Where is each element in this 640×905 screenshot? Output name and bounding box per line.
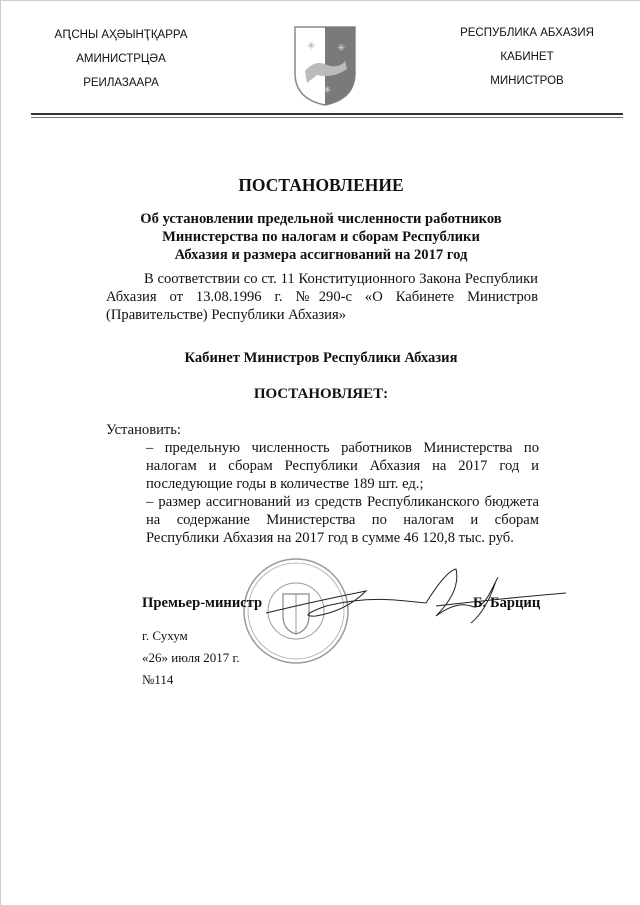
decree-item: – предельную численность работников Министерства по налогам и сборам Республики Абхазия на 2017 год и последующие годы в количестве 189 шт. ед.; (146, 440, 539, 492)
place: г. Сухум (142, 628, 188, 643)
document-subtitle (1, 210, 640, 264)
svg-text:✳: ✳ (307, 41, 316, 52)
signatory-name: Б. Барциц (473, 595, 541, 611)
header-right-line: МИНИСТРОВ (490, 75, 564, 87)
authority-line: Кабинет Министров Республики Абхазия (184, 350, 458, 366)
subtitle-line: Министерства по налогам и сборам Республики (162, 229, 480, 245)
subtitle-line: Абхазия и размера ассигнований на 2017 год (174, 247, 468, 263)
header-right-line: КАБИНЕТ (500, 51, 554, 63)
preamble-paragraph: В соответствии со ст. 11 Конституционного Закона Республики Абхазия от 13.08.1996 г. №290-с «О Кабинете Министров (Правительстве) Республики Абхазия» (106, 271, 538, 323)
header-right (427, 27, 627, 87)
document-number: №114 (142, 672, 174, 687)
coat-of-arms-emblem (293, 25, 357, 107)
date: «26» июля 2017 г. (142, 650, 240, 665)
document-title: ПОСТАНОВЛЕНИЕ (238, 175, 404, 195)
header-divider-thin (31, 117, 623, 118)
header-left-line: АМИНИСТРЦӘА (76, 53, 166, 65)
header-left-line: АԤСНЫ АҲӘЫНҬҚАРРА (54, 29, 188, 41)
header-divider (31, 113, 623, 115)
svg-text:✳: ✳ (323, 85, 332, 96)
header-left (21, 27, 221, 89)
signatory-position: Премьер-министр (142, 595, 263, 611)
header-right-line: РЕСПУБЛИКА АБХАЗИЯ (460, 27, 594, 39)
decree-heading: ПОСТАНОВЛЯЕТ: (253, 386, 389, 402)
svg-text:✳: ✳ (337, 43, 346, 54)
header-left-line: РЕИЛАЗААРА (83, 77, 159, 89)
subtitle-line: Об установлении предельной численности работников (140, 211, 502, 227)
establish-label: Установить: (106, 422, 181, 438)
decree-item: – размер ассигнований из средств Республиканского бюджета на содержание Министерства по налогам и сборам Республики Абхазия на 2017 год в сумме 46 120,8 тыс. руб. (146, 494, 539, 546)
